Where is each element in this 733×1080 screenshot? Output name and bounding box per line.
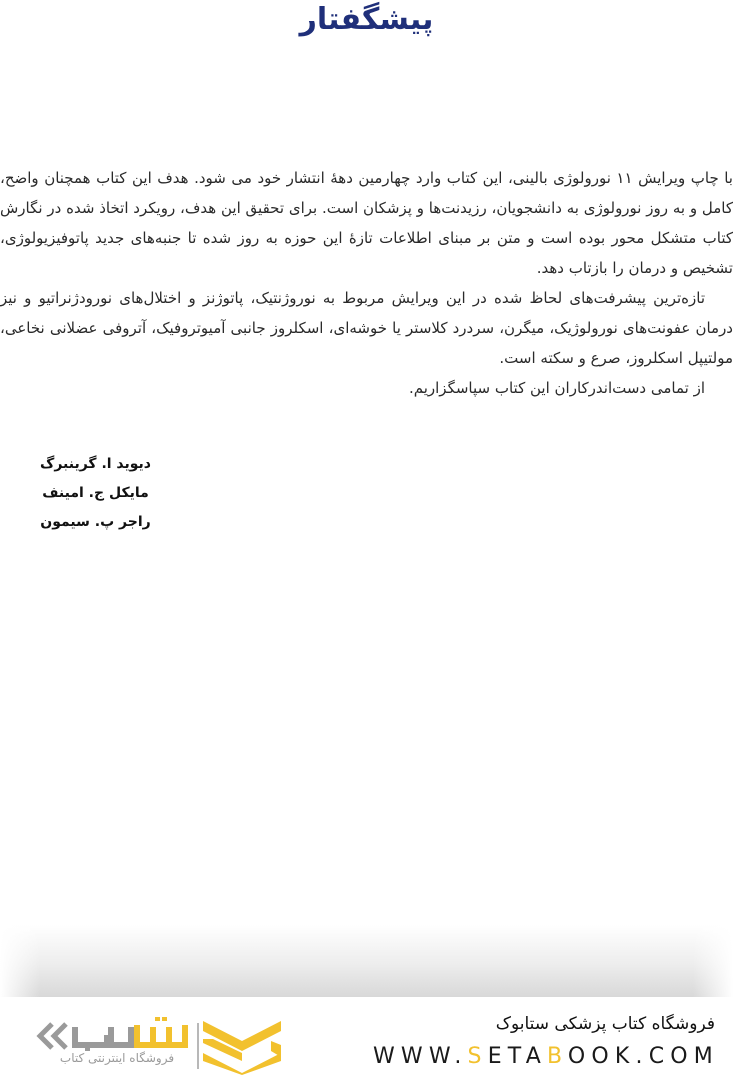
logo-tagline: فروشگاه اینترنتی کتاب (59, 1051, 175, 1065)
preface-paragraph-2: تازه‌ترین پیشرفت‌های لحاظ شده در این ویرایش مربوط به نوروژنتیک، پاتوژنز و اختلال‌های نورودژنراتیو و نیز درمان عفونت‌های نورولوژیک، میگرن، سردرد کلاستر یا خوشه‌ای، اسکلروز جانبی آمیوتروفیک، آتروفی عضلانی نخاعی، مولتیپل اسکلروز، صرع و سکته است. (0, 289, 733, 367)
author-signatures (28, 450, 163, 537)
author-name: دیوید ا. گرینبرگ (39, 456, 151, 472)
preface-paragraph-3: از تمامی دست‌اندرکاران این کتاب سپاسگزاریم. (408, 379, 705, 397)
url-highlight-letter: B (546, 1044, 568, 1069)
author-name: راجر پ. سیمون (40, 514, 151, 530)
author-name: مایکل ج. امینف (42, 485, 149, 501)
footer-shadow-divider (0, 925, 733, 997)
setabook-wordmark-icon (71, 1017, 191, 1051)
preface-body (0, 163, 733, 403)
store-url-link[interactable] (373, 1044, 719, 1069)
url-part: OOK.COM (567, 1044, 719, 1069)
book-chevron-emblem-icon (203, 1017, 281, 1075)
logo-divider (197, 1023, 199, 1069)
publisher-footer-banner (0, 997, 733, 1080)
url-part: WWW. (372, 1044, 468, 1069)
double-chevron-icon (35, 1021, 71, 1051)
page-title: پیشگفتار (299, 2, 434, 37)
preface-paragraph-1: با چاپ ویرایش ۱۱ نورولوژی بالینی، این کتاب وارد چهارمین دهۀ انتشار خود می شود. هدف این کتاب همچنان واضح، کامل و به روز نورولوژی به دانشجویان، رزیدنت‌ها و پزشکان است. برای تحقیق این هدف، رویکرد اتخاذ شده در نگارش کتاب متشکل محور بوده است و متن بر مبنای اطلاعات تازۀ این حوزه به روز شده تا جنبه‌های جدید پاتوفیزیولوژی، تشخیص و درمان را بازتاب دهد. (0, 169, 733, 277)
url-highlight-letter: S (467, 1044, 488, 1069)
url-part: ETA (487, 1044, 547, 1069)
setabook-logo (35, 1017, 285, 1075)
store-name: فروشگاه کتاب پزشکی ستابوک (495, 1014, 715, 1034)
